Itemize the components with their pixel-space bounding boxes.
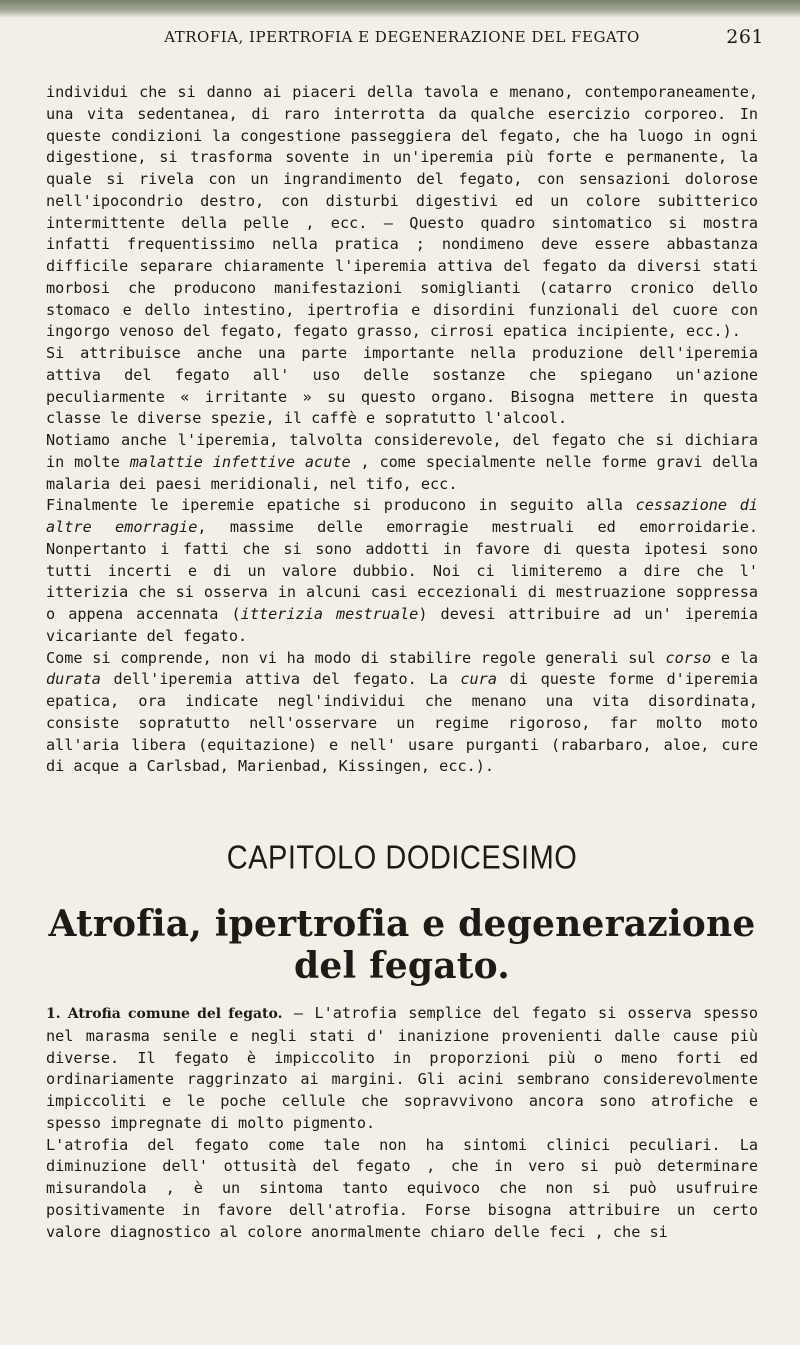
paragraph (46, 648, 758, 779)
text-run: Come si comprende, non vi ha modo di stabilire regole generali sul (46, 648, 666, 667)
text-run: individui che si danno ai piaceri della tavola e menano, contemporaneamente, una vita sedentanea, di raro interrotta da qualche esercizio corporeo. In queste condizioni la congestione passeggiera del fegato, che ha luogo in ogni digestione, si trasforma sovente in un'iperemia più forte e permanente, la quale si rivela con un ingrandimento del fegato, con sensazioni dolorose nell'ipocondrio destro, con disturbi digestivi ed un colore subitterico intermittente della pelle , ecc. — Questo quadro sintomatico si mostra infatti frequentissimo nella pratica ; nondimeno deve essere abbastanza difficile separare chiaramente l'iperemia attiva del fegato da diversi stati morbosi che producono manifestazioni somiglianti (catarro cronico dello stomaco e dello intestino, ipertrofia e disordini funzionali del cuore con ingorgo venoso del fegato, fegato grasso, cirrosi epatica incipiente, ecc.). (46, 83, 758, 341)
text-run: Finalmente le iperemie epatiche si producono in seguito alla (46, 496, 636, 515)
page-number: 261 (726, 26, 764, 48)
text-run: Notiamo anche l'iperemia, talvolta considerevole, del fegato che si dichiara in molte (46, 431, 758, 471)
italic-text: itterizia mestruale (240, 605, 419, 623)
italic-text: malattie infettive acute (129, 452, 351, 471)
italic-text: corso (665, 648, 712, 667)
text-run: L'atrofia del fegato come tale non ha sintomi clinici peculiari. La diminuzione dell' ottusità del fegato , che in vero si può determinare misurandola , è un sintoma tanto equivoco che non si può usufruire positivamente in favore dell'atrofia. Forse bisogna attribuire un certo valore diagnostico al colore anormalmente chiaro delle feci , che si (46, 1135, 758, 1241)
paragraph (46, 82, 758, 343)
body-text-bottom (46, 1003, 758, 1243)
running-title: ATROFIA, IPERTROFIA E DEGENERAZIONE DEL FEGATO (164, 28, 640, 46)
italic-text: durata (46, 670, 101, 689)
text-run: Si attribuisce anche una parte importante nella produzione dell'iperemia attiva del fegato all' uso delle sostanze che spiegano un'azione peculiarmente « irritante » su questo organo. Bisogna mettere in questa classe le diverse spezie, il caffè e sopratutto l'alcool. (46, 344, 758, 428)
scan-edge (0, 0, 800, 18)
paragraph (46, 495, 758, 647)
text-run: , massime delle emorragie mestruali ed emorroidarie. Nonpertanto i fatti che si sono addotti in favore di questa ipotesi sono tutti incerti e di un valore dubbio. Noi ci limiteremo a dire che l' itterizia che si osserva in alcuni casi eccezionali di mestruazione soppressa o appena accennata ( (46, 518, 758, 623)
body-text-top (46, 82, 758, 778)
book-page (46, 26, 764, 1243)
text-run: e la (711, 648, 759, 667)
chapter-heading: CAPITOLO DODICESIMO (226, 839, 578, 877)
text-run: di queste forme d'iperemia epatica, ora indicate negl'individui che menano una vita disordinata, consiste sopratutto nell'osservare un regime rigoroso, far molto moto all'aria libera (equitazione) e nell' usare purganti (rabarbaro, aloe, cure di acque a Carlsbad, Marienbad, Kissingen, ecc.). (46, 670, 758, 776)
paragraph-subhead: Atrofia comune del fegato. (67, 1006, 283, 1022)
text-run: dell'iperemia attiva del fegato. La (100, 670, 461, 689)
paragraph (46, 1003, 758, 1135)
section-heading: Atrofia, ipertrofia e degenerazione del fegato. (48, 903, 756, 987)
italic-text: cessazione di altre emorragie (46, 496, 758, 536)
running-header (46, 26, 764, 56)
paragraph-subhead: 1. (46, 1006, 68, 1022)
paragraph (46, 1135, 758, 1244)
paragraph (46, 343, 758, 430)
text-run: — L'atrofia semplice del fegato si osserva spesso nel marasma senile e negli stati d' inanizione provenienti dalle cause più diverse. Il fegato è impiccolito in proporzioni più o meno forti ed ordinariamente raggrinzato ai margini. Gli acini sembrano considerevolmente impiccoliti e le poche cellule che sopravvivono ancora sono atrofiche e spesso impregnate di molto pigmento. (46, 1004, 758, 1132)
italic-text: cura (460, 670, 497, 689)
paragraph (46, 430, 758, 495)
text-run: , come specialmente nelle forme gravi della malaria dei paesi meridionali, nel tifo, ecc. (46, 452, 758, 493)
text-run: ) devesi attribuire ad un' iperemia vicariante del fegato. (46, 605, 759, 645)
